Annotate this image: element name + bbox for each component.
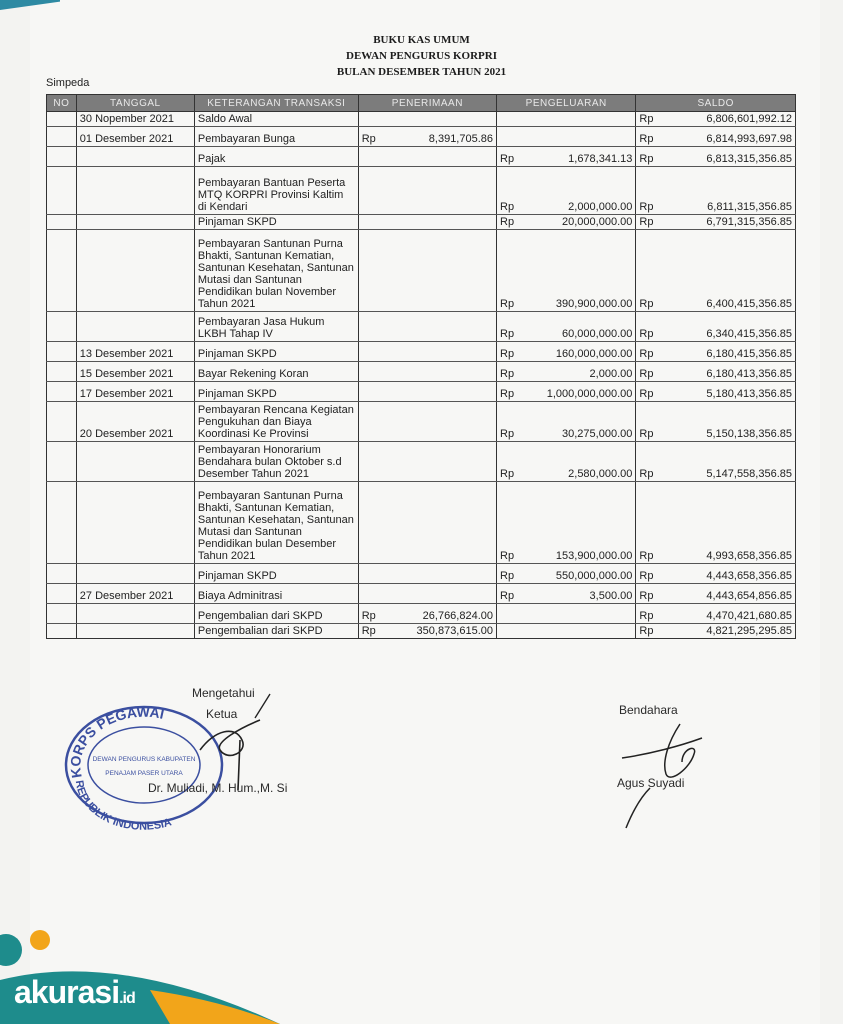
table-row	[47, 112, 796, 127]
cell-expenditures	[497, 312, 636, 342]
cell-description: Pinjaman SKPD	[194, 564, 358, 584]
cell-receipts	[358, 312, 496, 342]
currency-label: Rp	[639, 348, 654, 360]
cell-description: Pembayaran Honorarium Bendahara bulan Oktober s.d Desember Tahun 2021	[194, 442, 358, 482]
amount-value: 2,000,000.00	[568, 201, 633, 213]
stamp-bottom-text: REPUBLIK INDONESIA	[72, 779, 174, 833]
currency-label: Rp	[639, 468, 654, 480]
amount-value: 6,806,601,992.12	[706, 113, 792, 125]
cell-balance	[636, 147, 796, 167]
cell-receipts	[358, 624, 496, 639]
cell-no	[47, 564, 77, 584]
amount-value: 6,791,315,356.85	[706, 216, 792, 228]
cell-no	[47, 127, 77, 147]
table-row	[47, 215, 796, 230]
cell-expenditures	[497, 147, 636, 167]
cell-balance	[636, 342, 796, 362]
cell-date	[76, 215, 194, 230]
cell-no	[47, 230, 77, 312]
amount-value: 5,180,413,356.85	[706, 388, 792, 400]
amount-value: 26,766,824.00	[422, 610, 494, 622]
cell-description: Pinjaman SKPD	[194, 215, 358, 230]
cell-description: Pengembalian dari SKPD	[194, 604, 358, 624]
currency-label: Rp	[361, 625, 376, 637]
cell-balance	[636, 584, 796, 604]
cell-description: Pinjaman SKPD	[194, 382, 358, 402]
cell-receipts	[358, 342, 496, 362]
cell-description: Bayar Rekening Koran	[194, 362, 358, 382]
amount-value: 2,580,000.00	[568, 468, 633, 480]
amount-value: 6,814,993,697.98	[706, 133, 792, 145]
cell-no	[47, 442, 77, 482]
stamp-top-text: KORPS PEGAWAI	[67, 703, 166, 780]
header-organization: DEWAN PENGURUS KORPRI	[346, 50, 497, 62]
cell-expenditures	[497, 402, 636, 442]
cell-balance	[636, 215, 796, 230]
currency-label: Rp	[639, 590, 654, 602]
cell-expenditures	[497, 442, 636, 482]
amount-value: 3,500.00	[589, 590, 633, 602]
cell-description: Pembayaran Jasa Hukum LKBH Tahap IV	[194, 312, 358, 342]
cell-balance	[636, 127, 796, 147]
amount-value: 4,993,658,356.85	[706, 550, 792, 562]
left-signatory-role: Ketua	[206, 707, 238, 721]
cell-date	[76, 230, 194, 312]
cell-no	[47, 167, 77, 215]
col-header-receipts: PENERIMAAN	[358, 95, 496, 112]
table-row	[47, 564, 796, 584]
currency-label: Rp	[500, 201, 515, 213]
cell-balance	[636, 482, 796, 564]
table-row	[47, 147, 796, 167]
cell-no	[47, 362, 77, 382]
account-label: Simpeda	[46, 77, 90, 89]
amount-value: 4,443,654,856.85	[706, 590, 792, 602]
stamp-middle-text-2: PENAJAM PASER UTARA	[105, 770, 183, 777]
cell-balance	[636, 230, 796, 312]
currency-label: Rp	[639, 625, 654, 637]
cell-date	[76, 564, 194, 584]
cell-expenditures	[497, 230, 636, 312]
amount-value: 6,180,415,356.85	[706, 348, 792, 360]
table-row	[47, 482, 796, 564]
cell-date: 27 Desember 2021	[76, 584, 194, 604]
cell-description: Biaya Adminitrasi	[194, 584, 358, 604]
col-header-date: TANGGAL	[76, 95, 194, 112]
currency-label: Rp	[639, 133, 654, 145]
cell-no	[47, 312, 77, 342]
amount-value: 160,000,000.00	[555, 348, 633, 360]
table-row	[47, 442, 796, 482]
currency-label: Rp	[639, 328, 654, 340]
currency-label: Rp	[639, 201, 654, 213]
cell-date: 15 Desember 2021	[76, 362, 194, 382]
right-signatory-title: Bendahara	[619, 703, 678, 717]
currency-label: Rp	[639, 153, 654, 165]
cell-no	[47, 604, 77, 624]
table-row	[47, 604, 796, 624]
cell-date: 30 Nopember 2021	[76, 112, 194, 127]
col-header-no: NO	[47, 95, 77, 112]
table-row	[47, 624, 796, 639]
cell-balance	[636, 112, 796, 127]
cell-date	[76, 604, 194, 624]
currency-label: Rp	[639, 216, 654, 228]
amount-value: 390,900,000.00	[555, 298, 633, 310]
amount-value: 4,821,295,295.85	[706, 625, 792, 637]
cell-receipts	[358, 127, 496, 147]
cell-description: Pembayaran Santunan Purna Bhakti, Santunan Kematian, Santunan Kesehatan, Santunan Mutasi dan Santunan Pendidikan bulan Desember Tahun 2021	[194, 482, 358, 564]
cell-no	[47, 147, 77, 167]
cell-description: Pembayaran Bunga	[194, 127, 358, 147]
cell-date: 01 Desember 2021	[76, 127, 194, 147]
cell-expenditures	[497, 215, 636, 230]
logo-word: akurasi	[14, 974, 120, 1010]
cell-no	[47, 624, 77, 639]
cell-balance	[636, 402, 796, 442]
cell-balance	[636, 442, 796, 482]
table-row	[47, 342, 796, 362]
right-signatory-name: Agus Suyadi	[617, 776, 685, 790]
currency-label: Rp	[639, 113, 654, 125]
cell-expenditures	[497, 584, 636, 604]
cell-balance	[636, 312, 796, 342]
stamp-middle-text-1: DEWAN PENGURUS KABUPATEN	[92, 756, 196, 763]
cell-balance	[636, 624, 796, 639]
header-period: BULAN DESEMBER TAHUN 2021	[336, 66, 507, 78]
currency-label: Rp	[361, 610, 376, 622]
cell-description: Saldo Awal	[194, 112, 358, 127]
currency-label: Rp	[639, 298, 654, 310]
cell-description: Pembayaran Bantuan Peserta MTQ KORPRI Provinsi Kaltim di Kendari	[194, 167, 358, 215]
cell-expenditures	[497, 112, 636, 127]
amount-value: 6,180,413,356.85	[706, 368, 792, 380]
currency-label: Rp	[500, 388, 515, 400]
cell-receipts	[358, 584, 496, 604]
currency-label: Rp	[639, 388, 654, 400]
cell-receipts	[358, 215, 496, 230]
amount-value: 2,000.00	[589, 368, 633, 380]
amount-value: 6,340,415,356.85	[706, 328, 792, 340]
cell-receipts	[358, 482, 496, 564]
cell-date	[76, 482, 194, 564]
header-title: BUKU KAS UMUM	[373, 34, 470, 46]
cell-receipts	[358, 362, 496, 382]
currency-label: Rp	[500, 550, 515, 562]
currency-label: Rp	[639, 610, 654, 622]
currency-label: Rp	[361, 133, 376, 145]
cell-balance	[636, 362, 796, 382]
right-signature-scribble	[610, 718, 720, 833]
cell-date	[76, 624, 194, 639]
cell-expenditures	[497, 482, 636, 564]
cell-balance	[636, 167, 796, 215]
amount-value: 6,811,315,356.85	[707, 201, 792, 213]
cell-balance	[636, 382, 796, 402]
cell-expenditures	[497, 362, 636, 382]
cell-date	[76, 147, 194, 167]
amount-value: 20,000,000.00	[562, 216, 633, 228]
currency-label: Rp	[500, 348, 515, 360]
cell-balance	[636, 604, 796, 624]
table-row	[47, 230, 796, 312]
amount-value: 6,400,415,356.85	[706, 298, 792, 310]
cell-date: 17 Desember 2021	[76, 382, 194, 402]
cell-expenditures	[497, 624, 636, 639]
currency-label: Rp	[500, 468, 515, 480]
cell-date: 20 Desember 2021	[76, 402, 194, 442]
cell-receipts	[358, 442, 496, 482]
currency-label: Rp	[639, 368, 654, 380]
cell-receipts	[358, 604, 496, 624]
col-header-expenditures: PENGELUARAN	[497, 95, 636, 112]
amount-value: 550,000,000.00	[555, 570, 633, 582]
currency-label: Rp	[500, 298, 515, 310]
table-row	[47, 584, 796, 604]
cell-receipts	[358, 112, 496, 127]
cell-receipts	[358, 402, 496, 442]
cell-date: 13 Desember 2021	[76, 342, 194, 362]
amount-value: 4,443,658,356.85	[706, 570, 792, 582]
cell-expenditures	[497, 382, 636, 402]
cell-date	[76, 442, 194, 482]
amount-value: 4,470,421,680.85	[706, 610, 792, 622]
akurasi-logo-text	[14, 974, 135, 1011]
amount-value: 30,275,000.00	[562, 428, 633, 440]
table-row	[47, 382, 796, 402]
currency-label: Rp	[500, 570, 515, 582]
cell-description: Pembayaran Santunan Purna Bhakti, Santunan Kematian, Santunan Kesehatan, Santunan Mutasi dan Santunan Pendidikan bulan November Tahun 2021	[194, 230, 358, 312]
left-signature-scribble	[180, 690, 290, 800]
currency-label: Rp	[500, 153, 515, 165]
cell-expenditures	[497, 127, 636, 147]
cell-balance	[636, 564, 796, 584]
cell-no	[47, 382, 77, 402]
ledger-header-row	[47, 95, 796, 112]
left-signatory-name: Dr. Muliadi, M. Hum.,M. Si	[148, 781, 288, 795]
col-header-balance: SALDO	[636, 95, 796, 112]
currency-label: Rp	[500, 590, 515, 602]
amount-value: 350,873,615.00	[416, 625, 494, 637]
amount-value: 60,000,000.00	[562, 328, 633, 340]
table-row	[47, 127, 796, 147]
cell-receipts	[358, 564, 496, 584]
cell-receipts	[358, 230, 496, 312]
cell-date	[76, 167, 194, 215]
cell-description: Pengembalian dari SKPD	[194, 624, 358, 639]
table-row	[47, 402, 796, 442]
amount-value: 1,678,341.13	[568, 153, 633, 165]
amount-value: 5,150,138,356.85	[706, 428, 792, 440]
cell-no	[47, 584, 77, 604]
ledger-table	[46, 94, 796, 639]
cell-no	[47, 342, 77, 362]
currency-label: Rp	[500, 216, 515, 228]
cell-no	[47, 402, 77, 442]
amount-value: 1,000,000,000.00	[546, 388, 633, 400]
cell-description: Pembayaran Rencana Kegiatan Pengukuhan dan Biaya Koordinasi Ke Provinsi	[194, 402, 358, 442]
cell-no	[47, 482, 77, 564]
col-header-description: KETERANGAN TRANSAKSI	[194, 95, 358, 112]
cell-no	[47, 215, 77, 230]
table-row	[47, 362, 796, 382]
amount-value: 6,813,315,356.85	[706, 153, 792, 165]
cell-expenditures	[497, 167, 636, 215]
cell-date	[76, 312, 194, 342]
ledger-body	[47, 112, 796, 639]
currency-label: Rp	[639, 570, 654, 582]
cell-no	[47, 112, 77, 127]
amount-value: 8,391,705.86	[428, 133, 494, 145]
left-signatory-title: Mengetahui	[192, 686, 255, 700]
cell-expenditures	[497, 564, 636, 584]
currency-label: Rp	[500, 328, 515, 340]
logo-suffix: .id	[119, 990, 135, 1007]
cell-description: Pinjaman SKPD	[194, 342, 358, 362]
cell-description: Pajak	[194, 147, 358, 167]
currency-label: Rp	[500, 368, 515, 380]
amount-value: 5,147,558,356.85	[706, 468, 792, 480]
cell-expenditures	[497, 342, 636, 362]
table-row	[47, 312, 796, 342]
cell-receipts	[358, 382, 496, 402]
amount-value: 153,900,000.00	[555, 550, 633, 562]
cell-receipts	[358, 147, 496, 167]
table-row	[47, 167, 796, 215]
currency-label: Rp	[639, 550, 654, 562]
currency-label: Rp	[639, 428, 654, 440]
currency-label: Rp	[500, 428, 515, 440]
document-header	[0, 32, 843, 80]
cell-receipts	[358, 167, 496, 215]
cell-expenditures	[497, 604, 636, 624]
